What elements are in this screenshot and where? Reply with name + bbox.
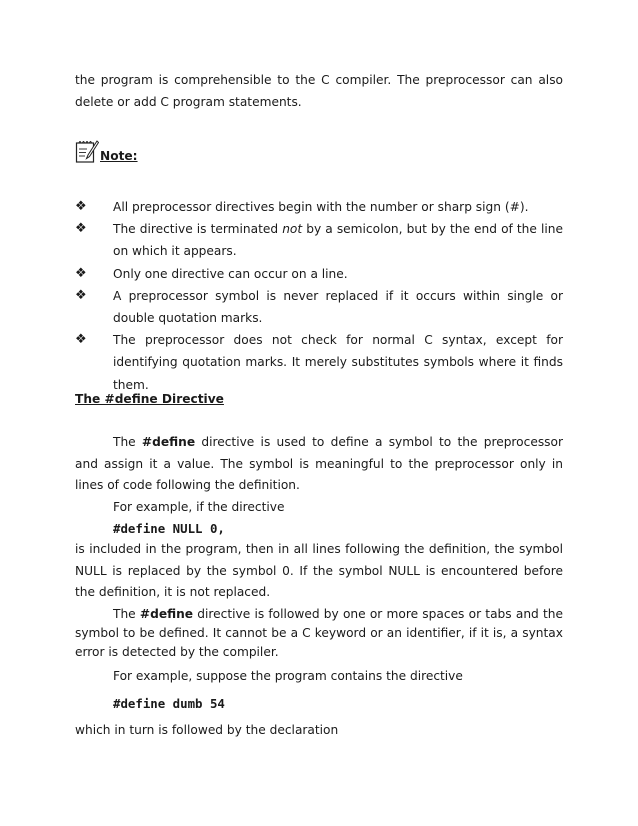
diamond-bullet-icon: ❖ (75, 265, 87, 281)
diamond-bullet-icon: ❖ (75, 287, 87, 303)
closing-line: which in turn is followed by the declaration (75, 723, 339, 737)
diamond-bullet-icon: ❖ (75, 221, 87, 237)
example-intro-2: For example, suppose the program contains the directive (113, 669, 463, 683)
intro-paragraph: the program is comprehensible to the C compiler. The preprocessor can also delete or add C program statements. (75, 73, 563, 109)
list-item: ❖ The directive is terminated not by a semicolon, but by the end of the line on which it appears. (75, 218, 563, 262)
note-label: Note: (100, 149, 138, 163)
diamond-bullet-icon: ❖ (75, 332, 87, 348)
list-item: ❖ Only one directive can occur on a line. (75, 263, 563, 285)
notepad-icon (75, 138, 99, 164)
section-heading: The #define Directive (75, 392, 224, 406)
list-item: ❖ The preprocessor does not check for normal C syntax, except for identifying quotation marks. It merely substitutes symbols where it finds them. (75, 329, 563, 396)
define-paragraph-2: is included in the program, then in all lines following the definition, the symbol NULL is replaced by the symbol 0. If the symbol NULL is encountered before the definition, it is not replaced. (75, 542, 563, 600)
list-item: ❖ A preprocessor symbol is never replaced if it occurs within single or double quotation marks. (75, 285, 563, 329)
define-paragraph-3: The #define directive is followed by one or more spaces or tabs and the symbol to be defined. It cannot be a C keyword or an identifier, if it is, a syntax error is detected by the compiler. (75, 607, 563, 659)
code-line-1: #define NULL 0, (113, 521, 225, 536)
list-item: ❖ All preprocessor directives begin with the number or sharp sign (#). (75, 196, 563, 218)
example-intro-1: For example, if the directive (113, 500, 285, 514)
note-bullet-list (75, 196, 563, 396)
define-paragraph-1: The #define directive is used to define a symbol to the preprocessor and assign it a value. The symbol is meaningful to the preprocessor only in lines of code following the definition. (75, 435, 563, 493)
code-line-2: #define dumb 54 (113, 696, 225, 711)
diamond-bullet-icon: ❖ (75, 199, 87, 214)
